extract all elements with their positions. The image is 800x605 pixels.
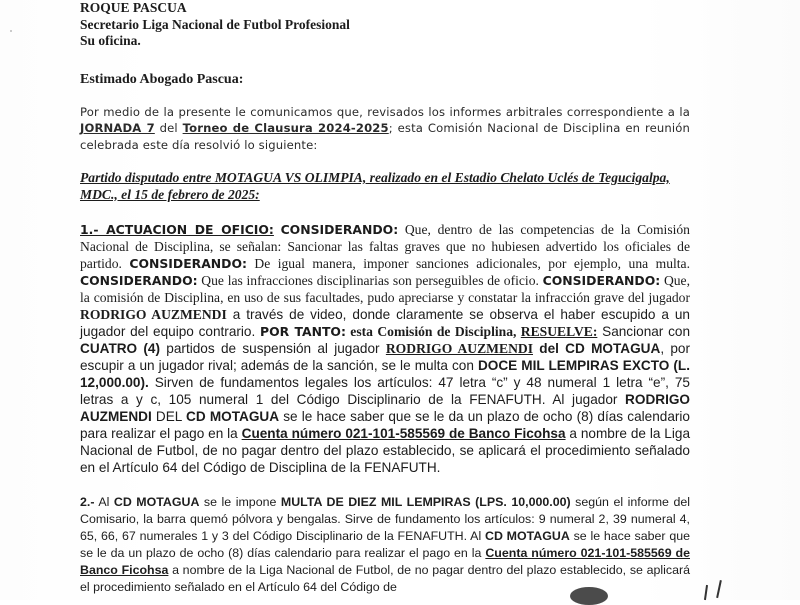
club-name: CD MOTAGUA <box>186 409 280 424</box>
fine-amount: DOCE MIL LEMPIRAS EXCTO (L. 12,000.00). <box>80 358 690 390</box>
section-text: De igual manera, imponer sanciones adicionales, por ejemplo, una multa. <box>246 256 690 271</box>
section-text: Sancionar con <box>597 324 691 339</box>
section-2-number: 2.- <box>80 495 95 509</box>
por-tanto-label: POR TANTO: <box>260 324 346 339</box>
considerando-label: CONSIDERANDO: <box>280 222 399 237</box>
intro-text: Por medio de la presente le comunicamos que, revisados los informes arbitrales correspondiente a la <box>80 104 690 119</box>
player-name: RODRIGO AUZMENDI <box>80 392 690 424</box>
recipient-address <box>80 0 690 50</box>
section-text: DEL <box>151 409 187 424</box>
signature-stroke-icon <box>716 580 721 598</box>
intro-paragraph <box>80 104 690 154</box>
section-text: a nombre de la Liga Nacional de Futbol, de no pagar dentro del plazo establecido, se aplicará el procedimiento señalado en el Artículo 64 del Código de Disciplina de la FENAFUTH. <box>80 426 691 475</box>
considerando-label: CONSIDERANDO: <box>80 273 198 288</box>
club-name: CD MOTAGUA <box>113 495 200 509</box>
intro-text: del <box>154 121 183 135</box>
jornada-ref: JORNADA 7 <box>80 121 155 135</box>
considerando-label: CONSIDERANDO: <box>129 256 247 271</box>
commission-text: esta Comisión de Disciplina, <box>345 324 521 339</box>
resuelve-label: RESUELVE: <box>520 324 598 339</box>
section-text: Que, dentro de las competencias de la Comisión Nacional de Disciplina, se señalan: Sancionar las faltas graves que no hubiesen advertido los oficiales de partido. <box>80 222 690 271</box>
fine-amount: MULTA DE DIEZ MIL LEMPIRAS (LPS. 10,000.00) <box>280 495 571 509</box>
section-text: Que las infracciones disciplinarias son perseguibles de oficio. <box>197 273 543 288</box>
section-text: se le hace saber que se le da un plazo de ocho (8) días calendario para realizar el pago en la <box>80 529 690 560</box>
recipient-name: ROQUE PASCUA <box>80 0 187 15</box>
recipient-office: Su oficina. <box>80 33 141 48</box>
player-name: RODRIGO AUZMENDI <box>80 307 227 322</box>
recipient-title: Secretario Liga Nacional de Futbol Profesional <box>80 16 350 32</box>
section-1-heading: 1.- ACTUACION DE OFICIO: <box>80 222 274 237</box>
section-text: se le impone <box>199 495 281 509</box>
section-text: partidos de suspensión al jugador <box>160 341 386 356</box>
section-1-paragraph <box>80 221 690 476</box>
section-text: a nombre de la Liga Nacional de Futbol, de no pagar dentro del plazo establecido, se aplicará el procedimiento señalado en el Artículo 64 del Código de <box>80 563 690 594</box>
section-text: Que, la comisión de Disciplina, en uso de sus facultades, pudo apreciarse y constatar la infracción grave del jugador <box>80 273 690 305</box>
club-name: CD MOTAGUA <box>485 529 570 543</box>
scan-speck <box>10 30 12 32</box>
section-text: según el informe del Comisario, la barra quemó pólvora y bengalas. Sirve de fundamento los artículos: 9 numeral 2, 39 numeral 4, 65, 66, 67 numerales 1 y 3 del Código Disciplinario de la FENAFUTH. Al <box>80 495 691 543</box>
intro-text: ; esta Comisión Nacional de Disciplina en reunión celebrada este día resolvió lo siguiente: <box>80 121 691 152</box>
signature-stroke-icon <box>704 585 708 600</box>
considerando-label: CONSIDERANDO: <box>542 273 661 288</box>
greeting: Estimado Abogado Pascua: <box>80 71 244 87</box>
torneo-ref: Torneo de Clausura 2024-2025 <box>182 121 389 135</box>
section-text: se le hace saber que se le da un plazo de ocho (8) días calendario para realizar el pago en la <box>80 409 690 441</box>
suspension-games: CUATRO (4) <box>80 341 161 356</box>
bank-account: Cuenta número 021-101-585569 de Banco Ficohsa <box>241 426 566 441</box>
section-2-paragraph <box>80 494 690 596</box>
section-text: , por escupir a un jugador rival; además de la sanción, se le multa con <box>80 341 691 373</box>
section-text: a través de video, donde claramente se observa el haber escupido a un jugador del equipo contrario. <box>80 307 690 339</box>
section-text: Al <box>94 495 114 509</box>
stamp-mark-icon <box>570 587 608 605</box>
bank-account: Cuenta número 021-101-585569 de Banco Ficohsa <box>80 546 690 577</box>
club-name: del CD MOTAGUA <box>533 341 661 356</box>
player-name-underlined: RODRIGO AUZMENDI <box>385 341 533 356</box>
match-heading: Partido disputado entre MOTAGUA VS OLIMPIA, realizado en el Estadio Chelato Uclés de Tegucigalpa, MDC., el 15 de febrero de 2025: <box>80 170 670 202</box>
letter-body <box>80 0 690 596</box>
section-text: Sirven de fundamentos legales los artículos: 47 letra “c” y 48 numeral 1 letra “e”, 75 letras a y c, 105 numeral 1 del Código Disciplinario de la FENAFUTH. Al jugador <box>80 375 690 407</box>
